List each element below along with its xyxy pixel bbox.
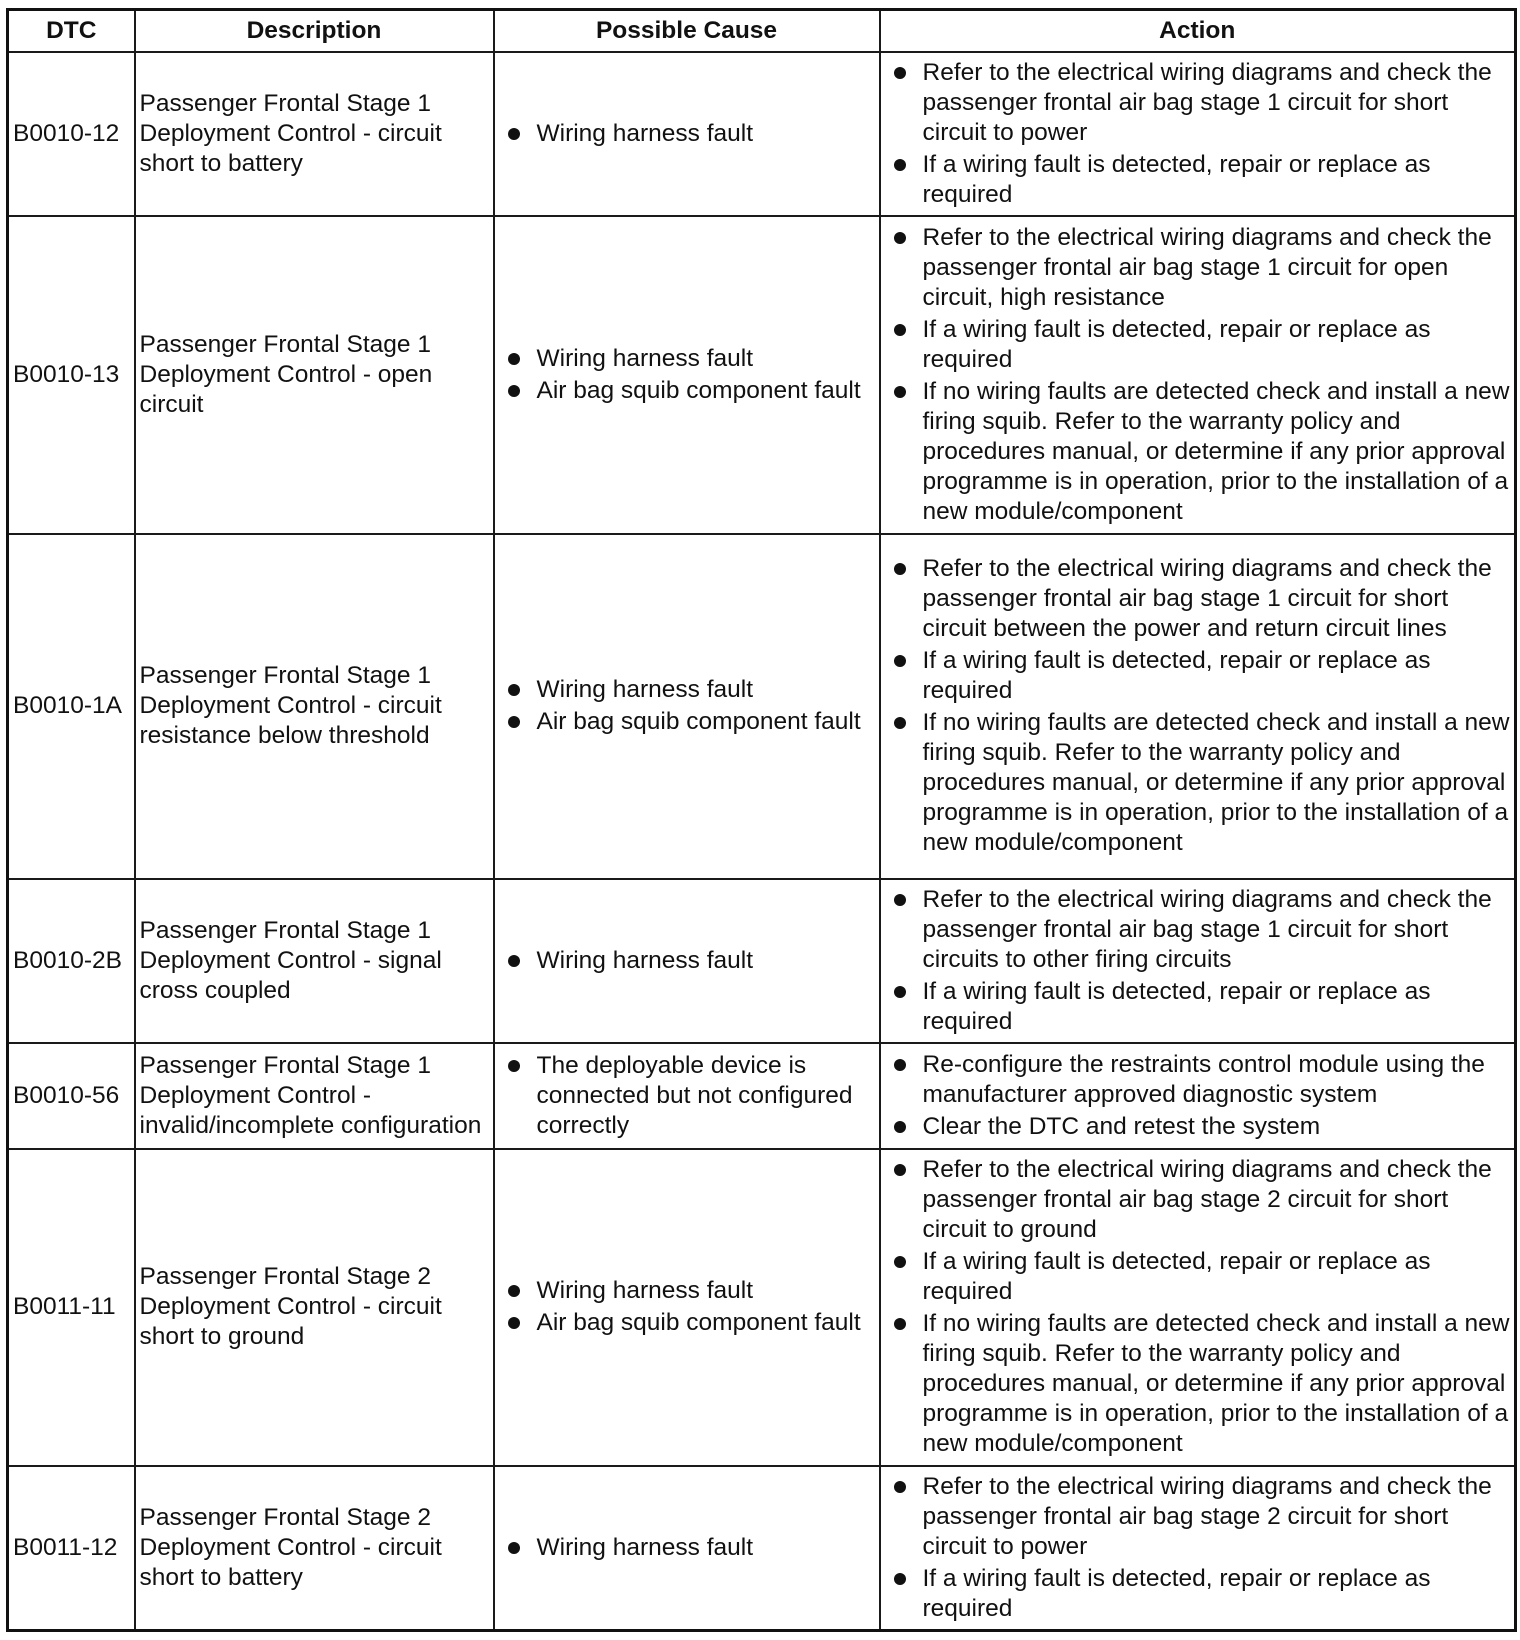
cause-item: Air bag squib component fault [499,707,875,737]
possible-cause-cell [494,534,880,879]
action-item: Refer to the electrical wiring diagrams and check the passenger frontal air bag stage 1 circuit for open circuit, high resistance [885,223,1511,313]
dtc-table-container [6,8,1514,1632]
dtc-code: B0011-11 [8,1149,135,1467]
cause-item: The deployable device is connected but not configured correctly [499,1051,875,1141]
header-description: Description [135,10,494,53]
header-row [8,10,1516,53]
header-possible-cause: Possible Cause [494,10,880,53]
dtc-code: B0011-12 [8,1466,135,1630]
action-item: If a wiring fault is detected, repair or replace as required [885,315,1511,375]
cause-item: Wiring harness fault [499,946,875,976]
header-dtc: DTC [8,10,135,53]
table-row [8,879,1516,1043]
action-item: Clear the DTC and retest the system [885,1112,1511,1142]
action-item: If no wiring faults are detected check and install a new firing squib. Refer to the warranty policy and procedures manual, or determine if any prior approval programme is in operation, prior to the installation of a new module/component [885,708,1511,858]
cause-item: Wiring harness fault [499,1276,875,1306]
possible-cause-cell [494,216,880,534]
dtc-description: Passenger Frontal Stage 2 Deployment Control - circuit short to battery [135,1466,494,1630]
cause-item: Wiring harness fault [499,1533,875,1563]
action-item: Refer to the electrical wiring diagrams and check the passenger frontal air bag stage 1 circuit for short circuits to other firing circuits [885,885,1511,975]
dtc-code: B0010-13 [8,216,135,534]
dtc-table [6,8,1517,1632]
table-row [8,216,1516,534]
dtc-description: Passenger Frontal Stage 1 Deployment Control - circuit short to battery [135,52,494,216]
table-row [8,1043,1516,1149]
action-item: Re-configure the restraints control module using the manufacturer approved diagnostic system [885,1050,1511,1110]
cause-item: Air bag squib component fault [499,376,875,406]
action-cell [880,879,1516,1043]
dtc-description: Passenger Frontal Stage 1 Deployment Control - invalid/incomplete configuration [135,1043,494,1149]
dtc-code: B0010-12 [8,52,135,216]
dtc-description: Passenger Frontal Stage 1 Deployment Control - signal cross coupled [135,879,494,1043]
dtc-code: B0010-2B [8,879,135,1043]
action-item: If a wiring fault is detected, repair or replace as required [885,1564,1511,1624]
action-cell [880,1149,1516,1467]
action-item: Refer to the electrical wiring diagrams and check the passenger frontal air bag stage 1 circuit for short circuit to power [885,58,1511,148]
cause-item: Wiring harness fault [499,675,875,705]
action-item: Refer to the electrical wiring diagrams and check the passenger frontal air bag stage 2 circuit for short circuit to ground [885,1155,1511,1245]
action-cell [880,52,1516,216]
action-cell [880,216,1516,534]
cause-item: Air bag squib component fault [499,1308,875,1338]
possible-cause-cell [494,1149,880,1467]
possible-cause-cell [494,879,880,1043]
possible-cause-cell [494,1043,880,1149]
cause-item: Wiring harness fault [499,344,875,374]
action-cell [880,1466,1516,1630]
cause-item: Wiring harness fault [499,119,875,149]
action-cell [880,534,1516,879]
possible-cause-cell [494,52,880,216]
action-cell [880,1043,1516,1149]
action-item: If a wiring fault is detected, repair or replace as required [885,1247,1511,1307]
action-item: If no wiring faults are detected check and install a new firing squib. Refer to the warranty policy and procedures manual, or determine if any prior approval programme is in operation, prior to the installation of a new module/component [885,1309,1511,1459]
dtc-code: B0010-1A [8,534,135,879]
action-item: Refer to the electrical wiring diagrams and check the passenger frontal air bag stage 2 circuit for short circuit to power [885,1472,1511,1562]
dtc-description: Passenger Frontal Stage 2 Deployment Control - circuit short to ground [135,1149,494,1467]
dtc-code: B0010-56 [8,1043,135,1149]
table-row [8,534,1516,879]
action-item: Refer to the electrical wiring diagrams and check the passenger frontal air bag stage 1 circuit for short circuit between the power and return circuit lines [885,554,1511,644]
action-item: If no wiring faults are detected check and install a new firing squib. Refer to the warranty policy and procedures manual, or determine if any prior approval programme is in operation, prior to the installation of a new module/component [885,377,1511,527]
dtc-description: Passenger Frontal Stage 1 Deployment Control - open circuit [135,216,494,534]
possible-cause-cell [494,1466,880,1630]
header-action: Action [880,10,1516,53]
action-item: If a wiring fault is detected, repair or replace as required [885,977,1511,1037]
action-item: If a wiring fault is detected, repair or replace as required [885,646,1511,706]
action-item: If a wiring fault is detected, repair or replace as required [885,150,1511,210]
table-row [8,1149,1516,1467]
dtc-description: Passenger Frontal Stage 1 Deployment Control - circuit resistance below threshold [135,534,494,879]
table-row [8,52,1516,216]
table-row [8,1466,1516,1630]
